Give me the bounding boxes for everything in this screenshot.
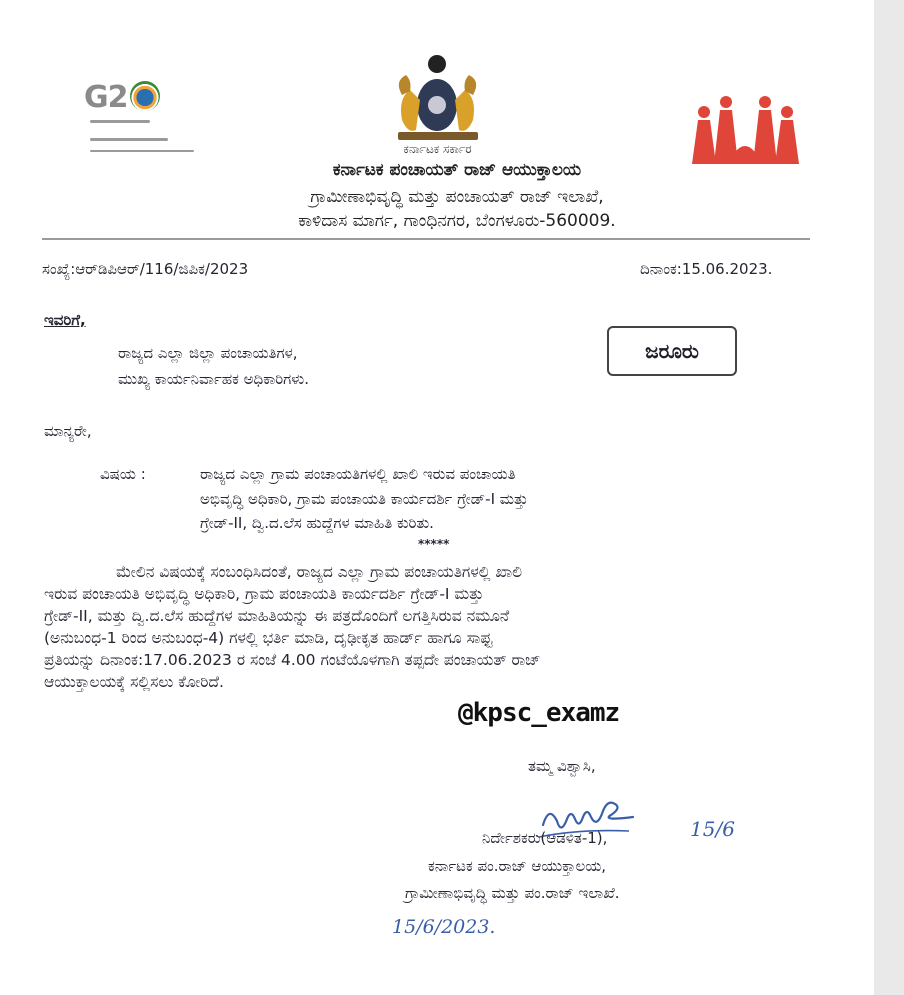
letter-date: ದಿನಾಂಕ:15.06.2023. <box>640 260 773 278</box>
subject-line-1: ರಾಜ್ಯದ ಎಲ್ಲಾ ಗ್ರಾಮ ಪಂಚಾಯತಿಗಳಲ್ಲಿ ಖಾಲಿ ಇರುವ ಪಂಚಾಯತಿ <box>200 465 516 483</box>
g20-logo <box>84 80 194 170</box>
body-line: ಮೇಲಿನ ವಿಷಯಕ್ಕೆ ಸಂಬಂಧಿಸಿದಂತೆ, ರಾಜ್ಯದ ಎಲ್ಲಾ ಗ್ರಾಮ ಪಂಚಾಯತಿಗಳಲ್ಲಿ ಖಾಲಿ <box>116 563 523 581</box>
body-line: ಪ್ರತಿಯನ್ನು ದಿನಾಂಕ:17.06.2023 ರ ಸಂಜೆ 4.00 ಗಂಟೆಯೊಳಗಾಗಿ ತಪ್ಪದೇ ಪಂಚಾಯತ್ ರಾಜ್ <box>44 651 541 669</box>
urgent-stamp: ಜರೂರು <box>607 326 737 376</box>
body-line: (ಅನುಬಂಧ-1 ರಿಂದ ಅನುಬಂಧ-4) ಗಳಲ್ಲಿ ಭರ್ತಿ ಮಾಡಿ, ದೃಢೀಕೃತ ಹಾರ್ಡ್ ಹಾಗೂ ಸಾಫ್ಟ <box>44 629 492 647</box>
subject-line-2: ಅಭಿವೃದ್ಧಿ ಅಧಿಕಾರಿ, ಗ್ರಾಮ ಪಂಚಾಯತಿ ಕಾರ್ಯದರ್ಶಿ ಗ್ರೇಡ್-I ಮತ್ತು <box>200 490 529 508</box>
karnataka-emblem-icon <box>380 50 495 150</box>
department-line: ಗ್ರಾಮೀಣಾಭಿವೃದ್ಧಿ ಮತ್ತು ಪಂಚಾಯತ್ ರಾಜ್ ಇಲಾಖೆ, <box>310 187 604 207</box>
closing-line: ತಮ್ಮ ವಿಶ್ವಾಸಿ, <box>528 757 596 775</box>
office-title: ಕರ್ನಾಟಕ ಪಂಚಾಯತ್ ರಾಜ್ ಆಯುಕ್ತಾಲಯ <box>332 160 582 180</box>
emblem-caption: ಕರ್ನಾಟಕ ಸರ್ಕಾರ <box>403 142 472 156</box>
signatory-title: ನಿರ್ದೇಶಕರು(ಆಡಳಿತ-1), <box>482 829 608 847</box>
handwritten-date: 15/6/2023. <box>392 916 496 938</box>
subject-line-3: ಗ್ರೇಡ್-II, ದ್ವಿ.ದ.ಲೆಸ ಹುದ್ದೆಗಳ ಮಾಹಿತಿ ಕುರಿತು. <box>200 514 434 532</box>
body-line: ಇರುವ ಪಂಚಾಯತಿ ಅಭಿವೃದ್ಧಿ ಅಧಿಕಾರಿ, ಗ್ರಾಮ ಪಂಚಾಯತಿ ಕಾರ್ಯದರ್ಶಿ ಗ್ರೇಡ್-I ಮತ್ತು <box>44 585 484 603</box>
signatory-department: ಗ್ರಾಮೀಣಾಭಿವೃದ್ಧಿ ಮತ್ತು ಪಂ.ರಾಜ್ ಇಲಾಖೆ. <box>405 884 620 902</box>
salutation: ಮಾನ್ಯರೇ, <box>44 422 92 440</box>
subject-label: ವಿಷಯ : <box>100 465 146 483</box>
separator: ***** <box>418 537 450 551</box>
address-line: ಕಾಳಿದಾಸ ಮಾರ್ಗ, ಗಾಂಧಿನಗರ, ಬೆಂಗಳೂರು-560009. <box>298 211 616 231</box>
g20-wordmark: G2 <box>84 80 160 115</box>
page-edge <box>874 0 904 995</box>
signatory-office: ಕರ್ನಾಟಕ ಪಂ.ರಾಜ್ ಆಯುಕ್ತಾಲಯ, <box>428 857 607 875</box>
body-line: ಆಯುಕ್ತಾಲಯಕ್ಕೆ ಸಲ್ಲಿಸಲು ಕೋರಿದೆ. <box>44 673 224 691</box>
body-line: ಗ್ರೇಡ್-II, ಮತ್ತು ದ್ವಿ.ದ.ಲೆಸ ಹುದ್ದೆಗಳ ಮಾಹಿತಿಯನ್ನು ಈ ಪತ್ರದೊಂದಿಗೆ ಲಗತ್ತಿಸಿರುವ ನಮೂನೆ <box>44 607 510 625</box>
people-group-logo <box>688 92 803 167</box>
recipient-label: ಇವರಿಗೆ, <box>44 311 86 329</box>
reference-number: ಸಂಖ್ಯೆ:ಆರ್‌ಡಿಪಿಆರ್/116/ಜಿಪಿಕ/2023 <box>42 260 249 278</box>
header-divider <box>42 238 810 240</box>
watermark: @kpsc_examz <box>458 698 620 728</box>
signature-date: 15/6 <box>690 817 735 841</box>
body-paragraph <box>44 561 814 693</box>
recipient-line-1: ರಾಜ್ಯದ ಎಲ್ಲಾ ಜಿಲ್ಲಾ ಪಂಚಾಯತಿಗಳ, <box>118 344 298 362</box>
recipient-line-2: ಮುಖ್ಯ ಕಾರ್ಯನಿರ್ವಾಹಕ ಅಧಿಕಾರಿಗಳು. <box>118 370 309 388</box>
